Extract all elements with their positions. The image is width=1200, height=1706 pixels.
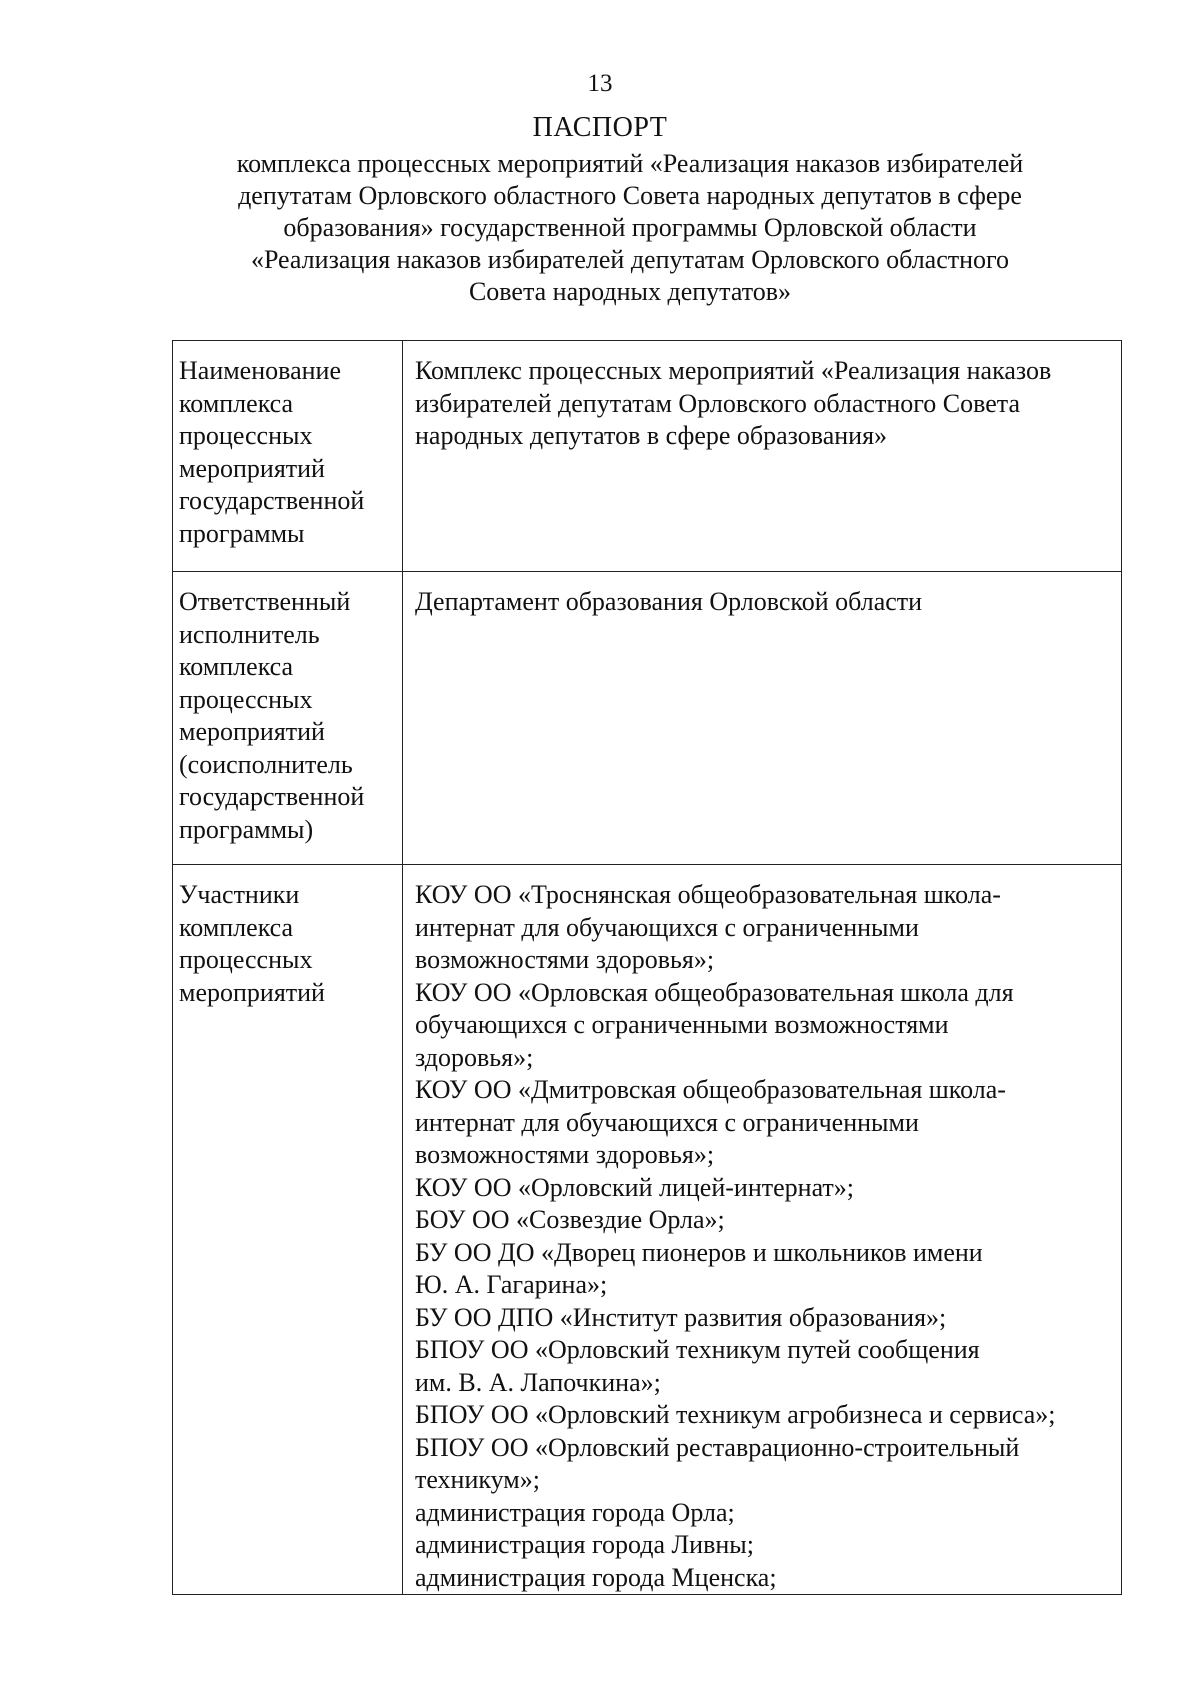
value-line: БПОУ ОО «Орловский техникум путей сообщения	[415, 1335, 980, 1364]
value-line: БОУ ОО «Созвездие Орла»;	[415, 1205, 725, 1234]
value-line: обучающихся с ограниченными возможностями	[415, 1010, 949, 1039]
value-line: избирателей депутатам Орловского областного Совета	[415, 388, 1020, 418]
label-line: комплекса	[179, 912, 294, 942]
value-line: Ю. А. Гагарина»;	[415, 1270, 608, 1299]
subtitle-line: Совета народных депутатов»	[468, 277, 792, 306]
value-line: интернат для обучающихся с ограниченными	[415, 1107, 919, 1137]
value-line: администрация города Ливны;	[415, 1530, 754, 1559]
value-line: БУ ОО ДПО «Институт развития образования»;	[415, 1302, 947, 1332]
row-value-cell	[403, 341, 1122, 572]
value-line: КОУ ОО «Орловский лицей-интернат»;	[415, 1172, 855, 1202]
label-line: Ответственный	[179, 587, 351, 616]
page-number: 13	[587, 70, 613, 97]
label-line: мероприятий	[179, 717, 325, 746]
value-line: КОУ ОО «Дмитровская общеобразовательная школа-	[415, 1075, 1006, 1104]
label-line: Участники	[179, 880, 300, 909]
label-line: Наименование	[179, 356, 341, 385]
value-line: администрация города Мценска;	[415, 1562, 777, 1592]
subtitle-line: «Реализация наказов избирателей депутатам Орловского областного	[250, 245, 1010, 274]
document-subtitle	[170, 148, 1090, 308]
label-line: программы)	[179, 814, 314, 844]
value-line: КОУ ОО «Троснянская общеобразовательная школа-	[415, 880, 1001, 909]
value-line: БУ ОО ДО «Дворец пионеров и школьников имени	[415, 1237, 983, 1267]
label-line: (соисполнитель	[179, 749, 353, 779]
label-line: комплекса	[179, 652, 294, 681]
label-line: исполнитель	[179, 619, 320, 649]
label-line: мероприятий	[179, 453, 325, 483]
table-row-responsible	[173, 572, 1122, 865]
subtitle-line: образования» государственной программы Орловской области	[283, 213, 977, 242]
value-line: БПОУ ОО «Орловский техникум агробизнеса и сервиса»;	[415, 1400, 1056, 1429]
row-label-cell	[173, 865, 403, 1595]
label-line: государственной	[179, 486, 365, 515]
label-line: процессных	[179, 684, 313, 714]
value-line: БПОУ ОО «Орловский реставрационно-строительный	[415, 1432, 1020, 1462]
subtitle-line: комплекса процессных мероприятий «Реализация наказов избирателей	[236, 149, 1024, 178]
value-line: администрация города Орла;	[415, 1497, 735, 1527]
subtitle-line: депутатам Орловского областного Совета народных депутатов в сфере	[238, 181, 1022, 210]
label-line: мероприятий	[179, 977, 325, 1007]
value-line: Департамент образования Орловской области	[415, 587, 923, 616]
label-line: программы	[179, 518, 305, 548]
document-title: ПАСПОРТ	[532, 112, 668, 143]
value-line: им. В. А. Лапочкина»;	[415, 1367, 661, 1397]
row-value-cell	[403, 572, 1122, 865]
label-line: процессных	[179, 421, 313, 450]
value-line: интернат для обучающихся с ограниченными	[415, 912, 919, 942]
row-label-cell	[173, 572, 403, 865]
label-line: комплекса	[179, 388, 294, 418]
label-line: процессных	[179, 945, 313, 974]
label-line: государственной	[179, 782, 365, 811]
value-line: возможностями здоровья»;	[415, 945, 715, 974]
value-line: здоровья»;	[415, 1042, 534, 1072]
table-row-program-name	[173, 341, 1122, 572]
row-value-cell	[403, 865, 1122, 1595]
value-line: Комплекс процессных мероприятий «Реализация наказов	[415, 356, 1052, 385]
value-line: КОУ ОО «Орловская общеобразовательная школа для	[415, 977, 1014, 1007]
passport-table	[172, 340, 1122, 1595]
table-row-participants	[173, 865, 1122, 1595]
row-label-cell	[173, 341, 403, 572]
value-line: возможностями здоровья»;	[415, 1140, 715, 1169]
value-line: народных депутатов в сфере образования»	[415, 421, 888, 450]
value-line: техникум»;	[415, 1465, 540, 1494]
